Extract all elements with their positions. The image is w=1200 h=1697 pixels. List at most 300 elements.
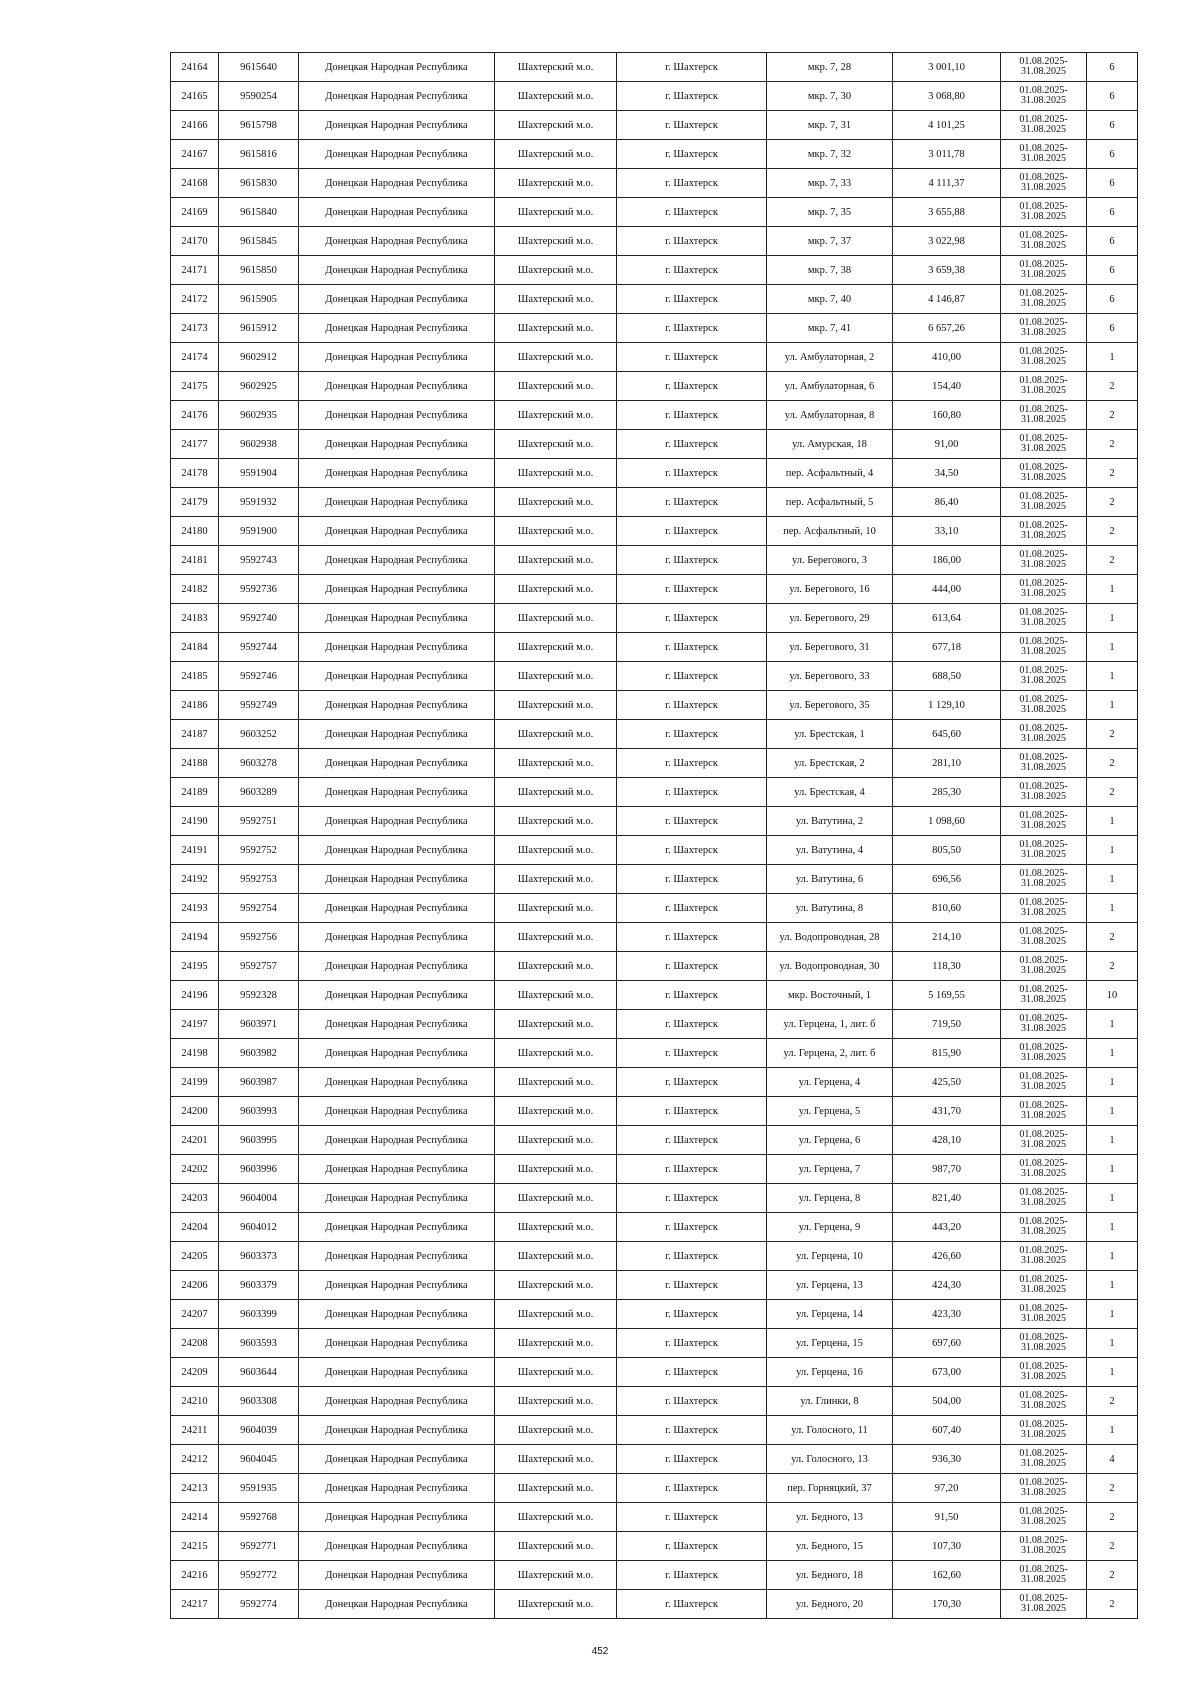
cell-row-number: 24212 [171, 1445, 219, 1474]
cell-region: Донецкая Народная Республика [299, 575, 495, 604]
cell-period: 01.08.2025- 31.08.2025 [1001, 1039, 1087, 1068]
cell-region: Донецкая Народная Республика [299, 894, 495, 923]
cell-period: 01.08.2025- 31.08.2025 [1001, 1184, 1087, 1213]
cell-municipality: Шахтерский м.о. [495, 1155, 617, 1184]
cell-city: г. Шахтерск [617, 459, 767, 488]
cell-area: 696,56 [893, 865, 1001, 894]
cell-municipality: Шахтерский м.о. [495, 285, 617, 314]
cell-period: 01.08.2025- 31.08.2025 [1001, 546, 1087, 575]
cell-period: 01.08.2025- 31.08.2025 [1001, 430, 1087, 459]
cell-row-number: 24192 [171, 865, 219, 894]
cell-row-number: 24186 [171, 691, 219, 720]
cell-address: мкр. 7, 41 [767, 314, 893, 343]
cell-address: ул. Глинки, 8 [767, 1387, 893, 1416]
cell-city: г. Шахтерск [617, 1474, 767, 1503]
cell-area: 645,60 [893, 720, 1001, 749]
cell-period: 01.08.2025- 31.08.2025 [1001, 517, 1087, 546]
cell-cadastral-id: 9603308 [219, 1387, 299, 1416]
cell-period: 01.08.2025- 31.08.2025 [1001, 1242, 1087, 1271]
cell-period: 01.08.2025- 31.08.2025 [1001, 1387, 1087, 1416]
cell-address: ул. Бедного, 20 [767, 1590, 893, 1619]
cell-region: Донецкая Народная Республика [299, 1039, 495, 1068]
cell-city: г. Шахтерск [617, 1387, 767, 1416]
cell-row-number: 24180 [171, 517, 219, 546]
table-row [171, 1271, 1138, 1300]
cell-cadastral-id: 9603278 [219, 749, 299, 778]
cell-region: Донецкая Народная Республика [299, 1213, 495, 1242]
cell-region: Донецкая Народная Республика [299, 1416, 495, 1445]
cell-cadastral-id: 9615798 [219, 111, 299, 140]
cell-address: ул. Амбулаторная, 8 [767, 401, 893, 430]
cell-address: ул. Ватутина, 4 [767, 836, 893, 865]
cell-category: 6 [1087, 198, 1138, 227]
cell-period: 01.08.2025- 31.08.2025 [1001, 923, 1087, 952]
cell-cadastral-id: 9591932 [219, 488, 299, 517]
cell-address: пер. Горняцкий, 37 [767, 1474, 893, 1503]
cell-cadastral-id: 9602935 [219, 401, 299, 430]
cell-cadastral-id: 9590254 [219, 82, 299, 111]
cell-cadastral-id: 9615816 [219, 140, 299, 169]
cell-city: г. Шахтерск [617, 1300, 767, 1329]
cell-period: 01.08.2025- 31.08.2025 [1001, 1561, 1087, 1590]
cell-address: ул. Герцена, 15 [767, 1329, 893, 1358]
cell-period: 01.08.2025- 31.08.2025 [1001, 1503, 1087, 1532]
cell-row-number: 24217 [171, 1590, 219, 1619]
cell-category: 1 [1087, 1271, 1138, 1300]
cell-address: ул. Брестская, 4 [767, 778, 893, 807]
cell-row-number: 24171 [171, 256, 219, 285]
cell-category: 6 [1087, 140, 1138, 169]
cell-address: ул. Герцена, 4 [767, 1068, 893, 1097]
cell-area: 607,40 [893, 1416, 1001, 1445]
cell-row-number: 24181 [171, 546, 219, 575]
cell-city: г. Шахтерск [617, 865, 767, 894]
cell-row-number: 24183 [171, 604, 219, 633]
cell-municipality: Шахтерский м.о. [495, 1242, 617, 1271]
cell-address: ул. Брестская, 1 [767, 720, 893, 749]
cell-category: 1 [1087, 633, 1138, 662]
cell-cadastral-id: 9603399 [219, 1300, 299, 1329]
cell-category: 2 [1087, 720, 1138, 749]
cell-period: 01.08.2025- 31.08.2025 [1001, 285, 1087, 314]
cell-area: 154,40 [893, 372, 1001, 401]
cell-row-number: 24182 [171, 575, 219, 604]
cell-row-number: 24174 [171, 343, 219, 372]
cell-city: г. Шахтерск [617, 517, 767, 546]
table-row [171, 256, 1138, 285]
cell-area: 719,50 [893, 1010, 1001, 1039]
cell-municipality: Шахтерский м.о. [495, 82, 617, 111]
table-row [171, 1126, 1138, 1155]
cell-city: г. Шахтерск [617, 1532, 767, 1561]
cell-cadastral-id: 9603996 [219, 1155, 299, 1184]
cell-municipality: Шахтерский м.о. [495, 430, 617, 459]
cell-cadastral-id: 9602912 [219, 343, 299, 372]
cell-municipality: Шахтерский м.о. [495, 1387, 617, 1416]
cell-municipality: Шахтерский м.о. [495, 691, 617, 720]
cell-address: мкр. 7, 35 [767, 198, 893, 227]
cell-region: Донецкая Народная Республика [299, 372, 495, 401]
cell-region: Донецкая Народная Республика [299, 1590, 495, 1619]
cell-municipality: Шахтерский м.о. [495, 517, 617, 546]
cell-region: Донецкая Народная Республика [299, 865, 495, 894]
cell-cadastral-id: 9592757 [219, 952, 299, 981]
cell-area: 3 659,38 [893, 256, 1001, 285]
cell-category: 1 [1087, 1155, 1138, 1184]
cell-category: 1 [1087, 1329, 1138, 1358]
cell-category: 1 [1087, 894, 1138, 923]
cell-city: г. Шахтерск [617, 720, 767, 749]
cell-row-number: 24207 [171, 1300, 219, 1329]
table-row [171, 1387, 1138, 1416]
cell-category: 1 [1087, 1242, 1138, 1271]
cell-region: Донецкая Народная Республика [299, 1300, 495, 1329]
cell-city: г. Шахтерск [617, 1010, 767, 1039]
cell-area: 613,64 [893, 604, 1001, 633]
cell-category: 6 [1087, 111, 1138, 140]
cell-city: г. Шахтерск [617, 256, 767, 285]
cell-area: 91,50 [893, 1503, 1001, 1532]
cell-area: 3 011,78 [893, 140, 1001, 169]
cell-area: 697,60 [893, 1329, 1001, 1358]
cell-period: 01.08.2025- 31.08.2025 [1001, 82, 1087, 111]
cell-city: г. Шахтерск [617, 1445, 767, 1474]
cell-category: 1 [1087, 1126, 1138, 1155]
cell-cadastral-id: 9603993 [219, 1097, 299, 1126]
cell-municipality: Шахтерский м.о. [495, 604, 617, 633]
cell-row-number: 24213 [171, 1474, 219, 1503]
cell-area: 97,20 [893, 1474, 1001, 1503]
cell-category: 1 [1087, 604, 1138, 633]
cell-cadastral-id: 9604004 [219, 1184, 299, 1213]
table-row [171, 720, 1138, 749]
cell-period: 01.08.2025- 31.08.2025 [1001, 459, 1087, 488]
table-row [171, 1300, 1138, 1329]
cell-city: г. Шахтерск [617, 1039, 767, 1068]
cell-period: 01.08.2025- 31.08.2025 [1001, 372, 1087, 401]
cell-row-number: 24184 [171, 633, 219, 662]
cell-row-number: 24193 [171, 894, 219, 923]
cell-period: 01.08.2025- 31.08.2025 [1001, 1010, 1087, 1039]
cell-municipality: Шахтерский м.о. [495, 836, 617, 865]
cell-row-number: 24201 [171, 1126, 219, 1155]
cell-category: 1 [1087, 1068, 1138, 1097]
cell-city: г. Шахтерск [617, 198, 767, 227]
cell-city: г. Шахтерск [617, 633, 767, 662]
cell-category: 2 [1087, 459, 1138, 488]
table-row [171, 140, 1138, 169]
cell-row-number: 24187 [171, 720, 219, 749]
cell-area: 821,40 [893, 1184, 1001, 1213]
table-row [171, 227, 1138, 256]
cell-cadastral-id: 9603289 [219, 778, 299, 807]
cell-period: 01.08.2025- 31.08.2025 [1001, 633, 1087, 662]
cell-period: 01.08.2025- 31.08.2025 [1001, 53, 1087, 82]
cell-area: 3 022,98 [893, 227, 1001, 256]
table-row [171, 314, 1138, 343]
cell-region: Донецкая Народная Республика [299, 314, 495, 343]
cell-period: 01.08.2025- 31.08.2025 [1001, 807, 1087, 836]
cell-address: ул. Голосного, 11 [767, 1416, 893, 1445]
cell-row-number: 24178 [171, 459, 219, 488]
cell-municipality: Шахтерский м.о. [495, 1416, 617, 1445]
cell-address: ул. Герцена, 7 [767, 1155, 893, 1184]
cell-city: г. Шахтерск [617, 314, 767, 343]
cell-municipality: Шахтерский м.о. [495, 140, 617, 169]
table-row [171, 1184, 1138, 1213]
table-row [171, 575, 1138, 604]
cell-area: 33,10 [893, 517, 1001, 546]
cell-region: Донецкая Народная Республика [299, 256, 495, 285]
cell-cadastral-id: 9592751 [219, 807, 299, 836]
cell-municipality: Шахтерский м.о. [495, 923, 617, 952]
cell-period: 01.08.2025- 31.08.2025 [1001, 1358, 1087, 1387]
cell-address: мкр. 7, 33 [767, 169, 893, 198]
cell-area: 423,30 [893, 1300, 1001, 1329]
table-row [171, 1010, 1138, 1039]
table-row [171, 1503, 1138, 1532]
cell-period: 01.08.2025- 31.08.2025 [1001, 401, 1087, 430]
cell-city: г. Шахтерск [617, 894, 767, 923]
cell-address: ул. Берегового, 33 [767, 662, 893, 691]
cell-region: Донецкая Народная Республика [299, 1155, 495, 1184]
cell-category: 6 [1087, 53, 1138, 82]
table-row [171, 1097, 1138, 1126]
cell-row-number: 24209 [171, 1358, 219, 1387]
cell-cadastral-id: 9604045 [219, 1445, 299, 1474]
cell-cadastral-id: 9615845 [219, 227, 299, 256]
cell-category: 1 [1087, 1010, 1138, 1039]
cell-municipality: Шахтерский м.о. [495, 749, 617, 778]
cell-cadastral-id: 9592752 [219, 836, 299, 865]
cell-cadastral-id: 9603644 [219, 1358, 299, 1387]
cell-period: 01.08.2025- 31.08.2025 [1001, 1329, 1087, 1358]
cell-row-number: 24189 [171, 778, 219, 807]
cell-cadastral-id: 9592744 [219, 633, 299, 662]
cell-category: 1 [1087, 865, 1138, 894]
cell-region: Донецкая Народная Республика [299, 662, 495, 691]
cell-municipality: Шахтерский м.о. [495, 894, 617, 923]
cell-address: пер. Асфальтный, 5 [767, 488, 893, 517]
cell-area: 281,10 [893, 749, 1001, 778]
table-row [171, 546, 1138, 575]
cell-cadastral-id: 9603971 [219, 1010, 299, 1039]
cell-area: 673,00 [893, 1358, 1001, 1387]
cell-municipality: Шахтерский м.о. [495, 256, 617, 285]
cell-city: г. Шахтерск [617, 111, 767, 140]
cell-address: ул. Ватутина, 6 [767, 865, 893, 894]
cell-cadastral-id: 9591935 [219, 1474, 299, 1503]
registry-rows [171, 53, 1138, 1619]
table-row [171, 1445, 1138, 1474]
cell-period: 01.08.2025- 31.08.2025 [1001, 1213, 1087, 1242]
cell-period: 01.08.2025- 31.08.2025 [1001, 865, 1087, 894]
cell-row-number: 24211 [171, 1416, 219, 1445]
cell-municipality: Шахтерский м.о. [495, 1561, 617, 1590]
cell-row-number: 24188 [171, 749, 219, 778]
cell-city: г. Шахтерск [617, 372, 767, 401]
cell-municipality: Шахтерский м.о. [495, 53, 617, 82]
cell-city: г. Шахтерск [617, 981, 767, 1010]
cell-area: 431,70 [893, 1097, 1001, 1126]
cell-municipality: Шахтерский м.о. [495, 981, 617, 1010]
cell-city: г. Шахтерск [617, 691, 767, 720]
cell-period: 01.08.2025- 31.08.2025 [1001, 169, 1087, 198]
cell-city: г. Шахтерск [617, 82, 767, 111]
cell-city: г. Шахтерск [617, 952, 767, 981]
cell-area: 443,20 [893, 1213, 1001, 1242]
cell-period: 01.08.2025- 31.08.2025 [1001, 1532, 1087, 1561]
cell-cadastral-id: 9591904 [219, 459, 299, 488]
cell-period: 01.08.2025- 31.08.2025 [1001, 343, 1087, 372]
cell-city: г. Шахтерск [617, 778, 767, 807]
table-row [171, 836, 1138, 865]
cell-period: 01.08.2025- 31.08.2025 [1001, 256, 1087, 285]
cell-category: 2 [1087, 1387, 1138, 1416]
cell-period: 01.08.2025- 31.08.2025 [1001, 314, 1087, 343]
cell-municipality: Шахтерский м.о. [495, 1445, 617, 1474]
cell-area: 815,90 [893, 1039, 1001, 1068]
cell-area: 987,70 [893, 1155, 1001, 1184]
cell-period: 01.08.2025- 31.08.2025 [1001, 1068, 1087, 1097]
cell-category: 2 [1087, 401, 1138, 430]
cell-period: 01.08.2025- 31.08.2025 [1001, 1445, 1087, 1474]
cell-area: 3 068,80 [893, 82, 1001, 111]
cell-area: 214,10 [893, 923, 1001, 952]
cell-row-number: 24165 [171, 82, 219, 111]
cell-row-number: 24195 [171, 952, 219, 981]
cell-row-number: 24196 [171, 981, 219, 1010]
cell-city: г. Шахтерск [617, 227, 767, 256]
cell-city: г. Шахтерск [617, 1242, 767, 1271]
cell-city: г. Шахтерск [617, 53, 767, 82]
cell-address: ул. Герцена, 5 [767, 1097, 893, 1126]
cell-city: г. Шахтерск [617, 1068, 767, 1097]
cell-cadastral-id: 9592753 [219, 865, 299, 894]
table-row [171, 865, 1138, 894]
cell-row-number: 24173 [171, 314, 219, 343]
cell-region: Донецкая Народная Республика [299, 1503, 495, 1532]
cell-cadastral-id: 9615905 [219, 285, 299, 314]
cell-municipality: Шахтерский м.о. [495, 1590, 617, 1619]
cell-region: Донецкая Народная Республика [299, 1271, 495, 1300]
cell-region: Донецкая Народная Республика [299, 285, 495, 314]
cell-address: мкр. Восточный, 1 [767, 981, 893, 1010]
cell-category: 2 [1087, 1561, 1138, 1590]
cell-area: 107,30 [893, 1532, 1001, 1561]
cell-city: г. Шахтерск [617, 1561, 767, 1590]
cell-cadastral-id: 9592328 [219, 981, 299, 1010]
table-row [171, 343, 1138, 372]
cell-region: Донецкая Народная Республика [299, 1474, 495, 1503]
cell-period: 01.08.2025- 31.08.2025 [1001, 575, 1087, 604]
cell-row-number: 24206 [171, 1271, 219, 1300]
cell-municipality: Шахтерский м.о. [495, 227, 617, 256]
cell-area: 424,30 [893, 1271, 1001, 1300]
cell-address: ул. Берегового, 29 [767, 604, 893, 633]
cell-period: 01.08.2025- 31.08.2025 [1001, 1590, 1087, 1619]
cell-region: Донецкая Народная Республика [299, 169, 495, 198]
cell-region: Донецкая Народная Республика [299, 111, 495, 140]
table-row [171, 1155, 1138, 1184]
cell-period: 01.08.2025- 31.08.2025 [1001, 1300, 1087, 1329]
cell-region: Донецкая Народная Республика [299, 952, 495, 981]
cell-area: 428,10 [893, 1126, 1001, 1155]
cell-address: мкр. 7, 38 [767, 256, 893, 285]
cell-cadastral-id: 9603987 [219, 1068, 299, 1097]
cell-area: 810,60 [893, 894, 1001, 923]
cell-cadastral-id: 9603995 [219, 1126, 299, 1155]
cell-municipality: Шахтерский м.о. [495, 343, 617, 372]
cell-address: ул. Амбулаторная, 6 [767, 372, 893, 401]
cell-area: 688,50 [893, 662, 1001, 691]
table-row [171, 633, 1138, 662]
cell-cadastral-id: 9592736 [219, 575, 299, 604]
cell-city: г. Шахтерск [617, 1097, 767, 1126]
table-row [171, 778, 1138, 807]
cell-period: 01.08.2025- 31.08.2025 [1001, 720, 1087, 749]
cell-address: ул. Герцена, 9 [767, 1213, 893, 1242]
cell-cadastral-id: 9603373 [219, 1242, 299, 1271]
table-row [171, 1039, 1138, 1068]
cell-address: мкр. 7, 30 [767, 82, 893, 111]
cell-row-number: 24208 [171, 1329, 219, 1358]
cell-area: 1 098,60 [893, 807, 1001, 836]
cell-row-number: 24167 [171, 140, 219, 169]
cell-address: мкр. 7, 31 [767, 111, 893, 140]
cell-cadastral-id: 9604039 [219, 1416, 299, 1445]
cell-city: г. Шахтерск [617, 749, 767, 778]
cell-address: ул. Герцена, 2, лит. б [767, 1039, 893, 1068]
cell-region: Донецкая Народная Республика [299, 198, 495, 227]
cell-municipality: Шахтерский м.о. [495, 1184, 617, 1213]
cell-area: 444,00 [893, 575, 1001, 604]
table-row [171, 749, 1138, 778]
cell-period: 01.08.2025- 31.08.2025 [1001, 1097, 1087, 1126]
cell-region: Донецкая Народная Республика [299, 82, 495, 111]
cell-address: пер. Асфальтный, 4 [767, 459, 893, 488]
cell-period: 01.08.2025- 31.08.2025 [1001, 894, 1087, 923]
cell-region: Донецкая Народная Республика [299, 488, 495, 517]
table-row [171, 894, 1138, 923]
cell-area: 86,40 [893, 488, 1001, 517]
cell-region: Донецкая Народная Республика [299, 1387, 495, 1416]
cell-region: Донецкая Народная Республика [299, 546, 495, 575]
cell-row-number: 24199 [171, 1068, 219, 1097]
page-number: 452 [591, 1646, 609, 1657]
cell-region: Донецкая Народная Республика [299, 227, 495, 256]
cell-municipality: Шахтерский м.о. [495, 1532, 617, 1561]
cell-category: 2 [1087, 517, 1138, 546]
cell-category: 1 [1087, 1184, 1138, 1213]
table-row [171, 952, 1138, 981]
cell-address: ул. Герцена, 13 [767, 1271, 893, 1300]
cell-city: г. Шахтерск [617, 285, 767, 314]
table-row [171, 1242, 1138, 1271]
cell-row-number: 24204 [171, 1213, 219, 1242]
cell-area: 162,60 [893, 1561, 1001, 1590]
cell-address: ул. Бедного, 15 [767, 1532, 893, 1561]
cell-address: ул. Водопроводная, 28 [767, 923, 893, 952]
cell-municipality: Шахтерский м.о. [495, 865, 617, 894]
cell-city: г. Шахтерск [617, 1590, 767, 1619]
table-row [171, 82, 1138, 111]
cell-area: 1 129,10 [893, 691, 1001, 720]
table-row [171, 285, 1138, 314]
cell-cadastral-id: 9615912 [219, 314, 299, 343]
cell-category: 6 [1087, 285, 1138, 314]
cell-period: 01.08.2025- 31.08.2025 [1001, 691, 1087, 720]
